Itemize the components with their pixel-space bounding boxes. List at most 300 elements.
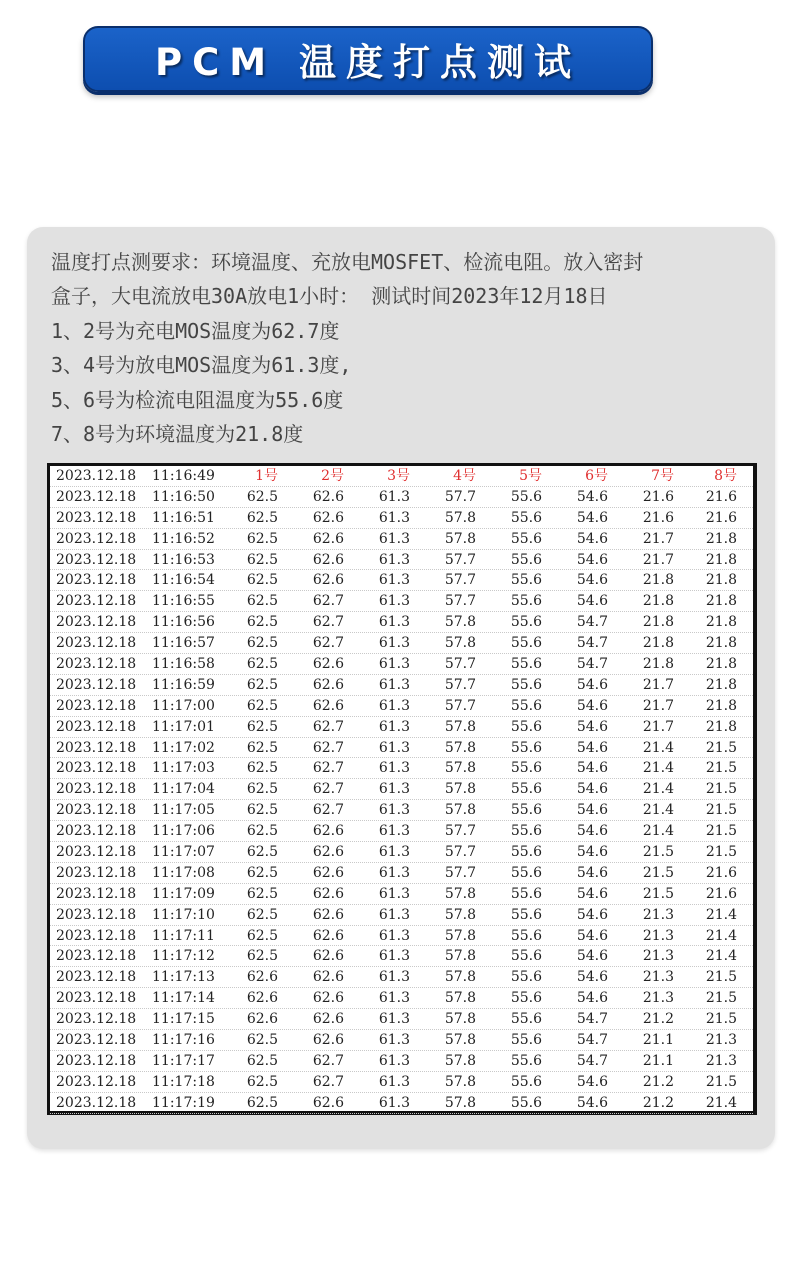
cell-temperature: 21.5 xyxy=(642,885,674,902)
cell-temperature: 21.4 xyxy=(642,802,674,819)
cell-temperature: 55.6 xyxy=(510,802,542,819)
page-title: PCM 温度打点测试 xyxy=(155,41,581,84)
cell-date: 2023.12.18 xyxy=(56,1094,137,1111)
cell-temperature: 21.7 xyxy=(642,530,674,547)
cell-temperature: 55.6 xyxy=(510,739,542,756)
cell-temperature: 62.5 xyxy=(246,635,278,652)
description-line: 盒子，大电流放电30A放电1小时： 测试时间2023年12月18日 xyxy=(51,284,608,309)
cell-time: 11:17:01 xyxy=(152,718,215,735)
cell-temperature: 62.6 xyxy=(312,823,344,840)
cell-date: 2023.12.18 xyxy=(56,1011,137,1028)
cell-temperature: 62.5 xyxy=(246,823,278,840)
cell-temperature: 54.6 xyxy=(576,969,608,986)
cell-temperature: 54.6 xyxy=(576,823,608,840)
cell-temperature: 21.7 xyxy=(642,718,674,735)
table-row xyxy=(50,696,753,717)
cell-date: 2023.12.18 xyxy=(56,969,137,986)
cell-temperature: 62.6 xyxy=(312,844,344,861)
cell-temperature: 62.6 xyxy=(312,1094,344,1111)
cell-date: 2023.12.18 xyxy=(56,906,137,923)
cell-date: 2023.12.18 xyxy=(56,530,137,547)
cell-temperature: 62.5 xyxy=(246,760,278,777)
cell-temperature: 61.3 xyxy=(378,927,410,944)
cell-temperature: 57.8 xyxy=(444,885,476,902)
cell-temperature: 61.3 xyxy=(378,969,410,986)
channel-header: 6号 xyxy=(585,468,608,484)
cell-temperature: 54.6 xyxy=(576,572,608,589)
cell-temperature: 57.8 xyxy=(444,1011,476,1028)
cell-temperature: 61.3 xyxy=(378,488,410,505)
cell-temperature: 62.5 xyxy=(246,509,278,526)
cell-temperature: 55.6 xyxy=(510,614,542,631)
cell-temperature: 21.5 xyxy=(705,802,737,819)
cell-temperature: 54.6 xyxy=(576,990,608,1007)
table-row xyxy=(50,926,753,947)
cell-temperature: 62.7 xyxy=(312,1052,344,1069)
cell-temperature: 61.3 xyxy=(378,676,410,693)
cell-temperature: 55.6 xyxy=(510,676,542,693)
cell-temperature: 62.6 xyxy=(312,885,344,902)
cell-date: 2023.12.18 xyxy=(56,802,137,819)
cell-temperature: 61.3 xyxy=(378,739,410,756)
cell-temperature: 21.8 xyxy=(705,697,737,714)
table-row xyxy=(50,508,753,529)
cell-temperature: 57.8 xyxy=(444,1094,476,1111)
cell-temperature: 62.5 xyxy=(246,676,278,693)
cell-temperature: 57.7 xyxy=(444,656,476,673)
cell-temperature: 62.7 xyxy=(312,718,344,735)
cell-time: 11:17:06 xyxy=(152,823,215,840)
table-row xyxy=(50,1051,753,1072)
cell-date: 2023.12.18 xyxy=(56,1052,137,1069)
cell-temperature: 54.6 xyxy=(576,844,608,861)
cell-temperature: 62.6 xyxy=(312,1032,344,1049)
cell-temperature: 62.5 xyxy=(246,1052,278,1069)
cell-temperature: 62.5 xyxy=(246,488,278,505)
table-row xyxy=(50,946,753,967)
cell-temperature: 21.8 xyxy=(705,572,737,589)
cell-temperature: 57.8 xyxy=(444,509,476,526)
cell-date: 2023.12.18 xyxy=(56,760,137,777)
cell-temperature: 62.5 xyxy=(246,530,278,547)
cell-temperature: 62.6 xyxy=(312,656,344,673)
cell-temperature: 21.5 xyxy=(705,760,737,777)
cell-time: 11:16:56 xyxy=(152,614,215,631)
cell-temperature: 61.3 xyxy=(378,530,410,547)
cell-temperature: 54.6 xyxy=(576,718,608,735)
cell-temperature: 61.3 xyxy=(378,593,410,610)
cell-temperature: 21.5 xyxy=(705,1073,737,1090)
cell-time: 11:17:08 xyxy=(152,864,215,881)
cell-temperature: 62.5 xyxy=(246,718,278,735)
channel-header: 5号 xyxy=(519,468,542,484)
cell-date: 2023.12.18 xyxy=(56,572,137,589)
cell-temperature: 21.8 xyxy=(705,551,737,568)
cell-temperature: 54.6 xyxy=(576,697,608,714)
cell-temperature: 62.7 xyxy=(312,635,344,652)
test-report-card xyxy=(27,227,775,1149)
cell-temperature: 55.6 xyxy=(510,697,542,714)
cell-temperature: 55.6 xyxy=(510,509,542,526)
cell-temperature: 61.3 xyxy=(378,760,410,777)
cell-temperature: 57.8 xyxy=(444,1052,476,1069)
cell-temperature: 55.6 xyxy=(510,969,542,986)
cell-time: 11:16:57 xyxy=(152,635,215,652)
cell-date: 2023.12.18 xyxy=(56,990,137,1007)
cell-temperature: 21.8 xyxy=(705,593,737,610)
table-row xyxy=(50,487,753,508)
table-row xyxy=(50,905,753,926)
cell-temperature: 62.7 xyxy=(312,593,344,610)
cell-date: 2023.12.18 xyxy=(56,551,137,568)
cell-temperature: 61.3 xyxy=(378,656,410,673)
cell-temperature: 57.7 xyxy=(444,823,476,840)
cell-date: 2023.12.18 xyxy=(56,488,137,505)
cell-temperature: 57.8 xyxy=(444,781,476,798)
cell-date: 2023.12.18 xyxy=(56,635,137,652)
test-description xyxy=(51,245,769,451)
cell-temperature: 21.5 xyxy=(642,864,674,881)
cell-temperature: 54.6 xyxy=(576,927,608,944)
cell-temperature: 57.8 xyxy=(444,718,476,735)
cell-temperature: 55.6 xyxy=(510,781,542,798)
cell-temperature: 62.5 xyxy=(246,1094,278,1111)
cell-temperature: 61.3 xyxy=(378,1052,410,1069)
cell-temperature: 54.6 xyxy=(576,676,608,693)
cell-date: 2023.12.18 xyxy=(56,844,137,861)
cell-temperature: 62.5 xyxy=(246,802,278,819)
cell-temperature: 55.6 xyxy=(510,990,542,1007)
cell-temperature: 62.7 xyxy=(312,802,344,819)
cell-temperature: 57.8 xyxy=(444,1073,476,1090)
cell-temperature: 21.8 xyxy=(642,635,674,652)
cell-temperature: 62.6 xyxy=(312,990,344,1007)
cell-temperature: 21.3 xyxy=(642,948,674,965)
cell-temperature: 57.7 xyxy=(444,551,476,568)
cell-temperature: 62.5 xyxy=(246,844,278,861)
table-row xyxy=(50,654,753,675)
cell-temperature: 57.7 xyxy=(444,593,476,610)
cell-temperature: 62.7 xyxy=(312,781,344,798)
cell-temperature: 21.4 xyxy=(705,1094,737,1111)
cell-time: 11:17:19 xyxy=(152,1094,215,1111)
cell-temperature: 61.3 xyxy=(378,1011,410,1028)
cell-temperature: 62.6 xyxy=(246,1011,278,1028)
cell-temperature: 54.6 xyxy=(576,906,608,923)
table-row xyxy=(50,842,753,863)
cell-date: 2023.12.18 xyxy=(56,1073,137,1090)
cell-date: 2023.12.18 xyxy=(56,781,137,798)
cell-temperature: 62.7 xyxy=(312,614,344,631)
cell-date: 2023.12.18 xyxy=(56,656,137,673)
cell-temperature: 61.3 xyxy=(378,697,410,714)
cell-temperature: 62.5 xyxy=(246,697,278,714)
table-row xyxy=(50,570,753,591)
cell-time: 11:17:16 xyxy=(152,1032,215,1049)
table-row xyxy=(50,612,753,633)
cell-temperature: 62.5 xyxy=(246,1073,278,1090)
table-row xyxy=(50,1009,753,1030)
cell-date: 2023.12.18 xyxy=(56,927,137,944)
cell-temperature: 57.8 xyxy=(444,760,476,777)
cell-temperature: 61.3 xyxy=(378,885,410,902)
cell-temperature: 57.7 xyxy=(444,676,476,693)
cell-temperature: 54.6 xyxy=(576,885,608,902)
table-row xyxy=(50,717,753,738)
cell-time: 11:17:09 xyxy=(152,885,215,902)
table-row xyxy=(50,758,753,779)
channel-header: 7号 xyxy=(651,468,674,484)
cell-temperature: 54.6 xyxy=(576,488,608,505)
cell-temperature: 62.5 xyxy=(246,593,278,610)
cell-temperature: 61.3 xyxy=(378,1073,410,1090)
cell-temperature: 57.7 xyxy=(444,697,476,714)
cell-time: 11:17:00 xyxy=(152,697,215,714)
cell-temperature: 54.7 xyxy=(576,1032,608,1049)
cell-temperature: 57.8 xyxy=(444,614,476,631)
cell-temperature: 57.8 xyxy=(444,635,476,652)
cell-temperature: 57.8 xyxy=(444,530,476,547)
cell-temperature: 21.7 xyxy=(642,551,674,568)
cell-temperature: 62.6 xyxy=(312,572,344,589)
cell-temperature: 62.6 xyxy=(312,906,344,923)
cell-temperature: 55.6 xyxy=(510,1073,542,1090)
cell-temperature: 62.5 xyxy=(246,906,278,923)
channel-header: 3号 xyxy=(387,468,410,484)
cell-temperature: 62.6 xyxy=(312,969,344,986)
cell-temperature: 57.8 xyxy=(444,739,476,756)
cell-temperature: 21.8 xyxy=(705,614,737,631)
cell-temperature: 62.6 xyxy=(312,530,344,547)
cell-time: 11:17:07 xyxy=(152,844,215,861)
cell-temperature: 61.3 xyxy=(378,572,410,589)
cell-time: 11:16:54 xyxy=(152,572,215,589)
cell-date: 2023.12.18 xyxy=(56,676,137,693)
cell-time: 11:17:12 xyxy=(152,948,215,965)
cell-temperature: 57.8 xyxy=(444,906,476,923)
cell-date: 2023.12.18 xyxy=(56,509,137,526)
cell-temperature: 55.6 xyxy=(510,488,542,505)
table-row xyxy=(50,967,753,988)
cell-date: 2023.12.18 xyxy=(56,864,137,881)
table-header-row xyxy=(50,466,753,487)
cell-time: 11:17:03 xyxy=(152,760,215,777)
cell-temperature: 62.6 xyxy=(312,864,344,881)
cell-temperature: 21.2 xyxy=(642,1011,674,1028)
cell-time: 11:17:04 xyxy=(152,781,215,798)
cell-temperature: 62.6 xyxy=(312,927,344,944)
cell-time: 11:17:17 xyxy=(152,1052,215,1069)
cell-temperature: 21.4 xyxy=(642,739,674,756)
cell-temperature: 61.3 xyxy=(378,948,410,965)
cell-temperature: 55.6 xyxy=(510,927,542,944)
cell-date: 2023.12.18 xyxy=(56,614,137,631)
cell-time: 11:16:58 xyxy=(152,656,215,673)
cell-temperature: 21.6 xyxy=(705,509,737,526)
cell-date: 2023.12.18 xyxy=(56,593,137,610)
cell-temperature: 21.1 xyxy=(642,1032,674,1049)
cell-temperature: 57.7 xyxy=(444,864,476,881)
table-grid xyxy=(50,466,753,1114)
cell-temperature: 54.6 xyxy=(576,760,608,777)
description-line: 5、6号为检流电阻温度为55.6度 xyxy=(51,387,344,412)
cell-temperature: 21.3 xyxy=(642,969,674,986)
description-line: 1、2号为充电MOS温度为62.7度 xyxy=(51,318,340,343)
cell-temperature: 57.7 xyxy=(444,572,476,589)
cell-temperature: 57.7 xyxy=(444,844,476,861)
cell-temperature: 61.3 xyxy=(378,990,410,1007)
cell-date: 2023.12.18 xyxy=(56,1032,137,1049)
channel-header: 8号 xyxy=(714,468,737,484)
cell-temperature: 54.6 xyxy=(576,781,608,798)
cell-time: 11:17:18 xyxy=(152,1073,215,1090)
cell-temperature: 21.8 xyxy=(642,614,674,631)
cell-temperature: 55.6 xyxy=(510,530,542,547)
cell-temperature: 61.3 xyxy=(378,844,410,861)
table-row xyxy=(50,550,753,571)
cell-temperature: 54.6 xyxy=(576,802,608,819)
cell-temperature: 62.7 xyxy=(312,739,344,756)
cell-temperature: 54.7 xyxy=(576,614,608,631)
cell-temperature: 21.8 xyxy=(642,656,674,673)
cell-date: 2023.12.18 xyxy=(56,697,137,714)
cell-temperature: 21.5 xyxy=(705,739,737,756)
cell-temperature: 61.3 xyxy=(378,718,410,735)
cell-time: 11:17:11 xyxy=(152,927,215,944)
cell-time: 11:17:05 xyxy=(152,802,215,819)
cell-temperature: 54.7 xyxy=(576,1011,608,1028)
table-row xyxy=(50,1072,753,1093)
cell-temperature: 55.6 xyxy=(510,864,542,881)
cell-temperature: 62.6 xyxy=(312,551,344,568)
cell-temperature: 54.6 xyxy=(576,551,608,568)
cell-temperature: 21.3 xyxy=(642,927,674,944)
cell-temperature: 62.5 xyxy=(246,864,278,881)
cell-temperature: 55.6 xyxy=(510,906,542,923)
cell-time: 11:16:50 xyxy=(152,488,215,505)
cell-time: 11:16:59 xyxy=(152,676,215,693)
cell-temperature: 21.8 xyxy=(642,572,674,589)
cell-temperature: 21.8 xyxy=(705,530,737,547)
cell-temperature: 55.6 xyxy=(510,572,542,589)
table-row xyxy=(50,884,753,905)
table-row xyxy=(50,591,753,612)
temperature-log-table xyxy=(47,463,757,1115)
cell-time: 11:17:15 xyxy=(152,1011,215,1028)
cell-temperature: 21.3 xyxy=(642,990,674,1007)
cell-temperature: 21.8 xyxy=(642,593,674,610)
cell-temperature: 62.5 xyxy=(246,614,278,631)
cell-temperature: 62.6 xyxy=(246,990,278,1007)
cell-temperature: 62.6 xyxy=(312,1011,344,1028)
cell-temperature: 62.7 xyxy=(312,1073,344,1090)
cell-temperature: 21.3 xyxy=(642,906,674,923)
cell-temperature: 21.7 xyxy=(642,676,674,693)
cell-temperature: 62.5 xyxy=(246,948,278,965)
table-row xyxy=(50,1030,753,1051)
cell-temperature: 21.5 xyxy=(705,844,737,861)
cell-temperature: 61.3 xyxy=(378,1032,410,1049)
cell-time: 11:17:14 xyxy=(152,990,215,1007)
cell-temperature: 21.8 xyxy=(705,676,737,693)
cell-temperature: 21.4 xyxy=(705,927,737,944)
cell-temperature: 62.5 xyxy=(246,885,278,902)
cell-temperature: 54.6 xyxy=(576,1073,608,1090)
cell-temperature: 21.5 xyxy=(642,844,674,861)
cell-temperature: 61.3 xyxy=(378,509,410,526)
cell-temperature: 54.6 xyxy=(576,739,608,756)
cell-temperature: 54.6 xyxy=(576,864,608,881)
cell-temperature: 21.4 xyxy=(642,823,674,840)
cell-date: 2023.12.18 xyxy=(56,739,137,756)
cell-temperature: 62.5 xyxy=(246,927,278,944)
cell-temperature: 61.3 xyxy=(378,635,410,652)
title-banner xyxy=(83,26,653,92)
cell-temperature: 62.6 xyxy=(312,509,344,526)
cell-temperature: 54.7 xyxy=(576,656,608,673)
cell-temperature: 57.7 xyxy=(444,488,476,505)
cell-time: 11:17:02 xyxy=(152,739,215,756)
cell-temperature: 54.6 xyxy=(576,1094,608,1111)
cell-temperature: 21.6 xyxy=(705,885,737,902)
cell-temperature: 21.5 xyxy=(705,823,737,840)
cell-temperature: 21.3 xyxy=(705,1052,737,1069)
cell-temperature: 21.2 xyxy=(642,1094,674,1111)
cell-temperature: 21.5 xyxy=(705,1011,737,1028)
cell-temperature: 54.6 xyxy=(576,593,608,610)
cell-temperature: 62.5 xyxy=(246,551,278,568)
cell-temperature: 61.3 xyxy=(378,1094,410,1111)
cell-temperature: 57.8 xyxy=(444,802,476,819)
cell-temperature: 21.3 xyxy=(705,1032,737,1049)
cell-time: 11:16:51 xyxy=(152,509,215,526)
cell-temperature: 21.5 xyxy=(705,990,737,1007)
cell-time: 11:16:52 xyxy=(152,530,215,547)
table-row xyxy=(50,821,753,842)
cell-temperature: 21.8 xyxy=(705,656,737,673)
cell-temperature: 54.6 xyxy=(576,948,608,965)
cell-temperature: 54.7 xyxy=(576,635,608,652)
cell-time: 11:16:53 xyxy=(152,551,215,568)
cell-temperature: 62.5 xyxy=(246,739,278,756)
cell-temperature: 21.8 xyxy=(705,718,737,735)
cell-temperature: 57.8 xyxy=(444,990,476,1007)
cell-temperature: 21.5 xyxy=(705,781,737,798)
cell-temperature: 62.7 xyxy=(312,760,344,777)
description-line: 温度打点测要求：环境温度、充放电MOSFET、检流电阻。放入密封 xyxy=(51,250,644,274)
cell-temperature: 61.3 xyxy=(378,802,410,819)
cell-temperature: 55.6 xyxy=(510,885,542,902)
cell-temperature: 21.7 xyxy=(642,697,674,714)
cell-temperature: 21.6 xyxy=(705,864,737,881)
cell-time: 11:17:13 xyxy=(152,969,215,986)
description-line: 3、4号为放电MOS温度为61.3度, xyxy=(51,353,352,378)
table-row xyxy=(50,988,753,1009)
cell-temperature: 54.7 xyxy=(576,1052,608,1069)
cell-temperature: 61.3 xyxy=(378,864,410,881)
cell-temperature: 21.6 xyxy=(642,488,674,505)
cell-temperature: 21.6 xyxy=(705,488,737,505)
cell-date: 2023.12.18 xyxy=(56,948,137,965)
cell-temperature: 62.6 xyxy=(312,948,344,965)
cell-temperature: 21.1 xyxy=(642,1052,674,1069)
cell-temperature: 62.5 xyxy=(246,572,278,589)
cell-temperature: 55.6 xyxy=(510,844,542,861)
cell-temperature: 61.3 xyxy=(378,551,410,568)
cell-date: 2023.12.18 xyxy=(56,823,137,840)
cell-temperature: 55.6 xyxy=(510,656,542,673)
cell-temperature: 21.6 xyxy=(642,509,674,526)
